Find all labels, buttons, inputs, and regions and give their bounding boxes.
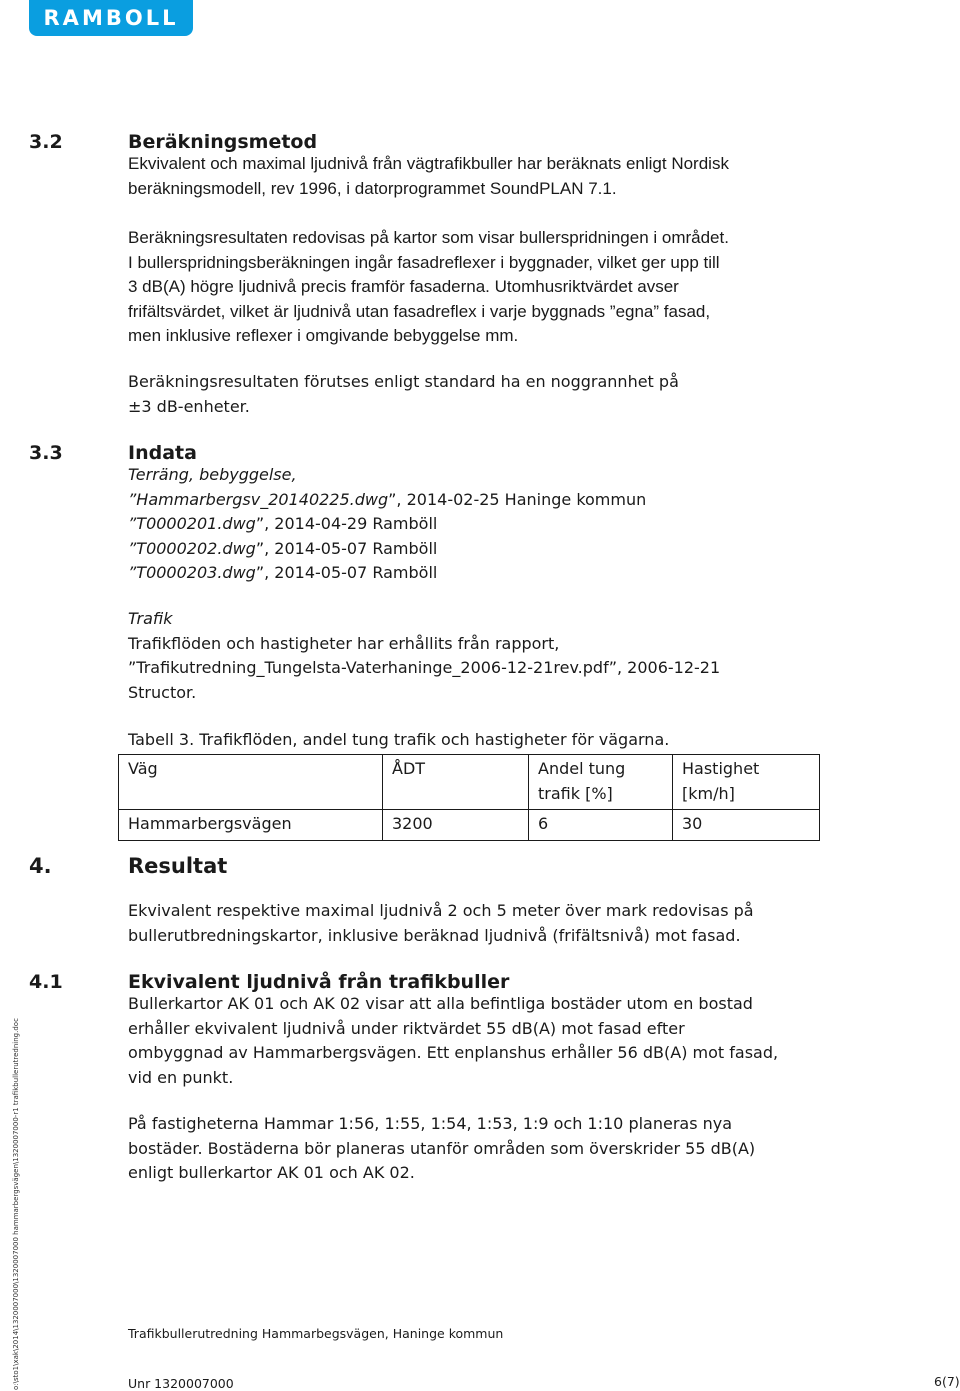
header-text: ÅDT: [392, 759, 426, 778]
text-line: beräkningsmodell, rev 1996, i datorprogrammet SoundPLAN 7.1.: [128, 178, 617, 198]
table-header-cell: [119, 755, 383, 810]
section-4-1-paragraph-2: [128, 1112, 828, 1186]
text-line: ombyggnad av Hammarbergsvägen. Ett enplanshus erhåller 56 dB(A) mot fasad,: [128, 1043, 779, 1062]
section-4-1-number: 4.1: [29, 971, 63, 993]
section-3-2-paragraph-1: [128, 152, 828, 201]
header-text: [km/h]: [682, 783, 735, 803]
text-line: men inklusive reflexer i omgivande bebyggelse mm.: [128, 326, 519, 345]
section-3-2-number: 3.2: [29, 131, 63, 153]
header-text: Väg: [128, 759, 158, 778]
file-path: o:\sto1\xak\2014\1320007000\1320007000 hammarbergsvägen\1320007000-r1 trafikbullerutredning.doc: [12, 1018, 20, 1390]
ramboll-logo: [29, 0, 193, 36]
section-4-title: Resultat: [128, 854, 228, 878]
section-4-1-paragraph-1: [128, 992, 828, 1090]
text-line: Beräkningsresultaten förutses enligt standard ha en noggrannhet på: [128, 372, 679, 391]
section-4-paragraph: [128, 899, 828, 948]
table-header-cell: [673, 755, 820, 810]
file-name: ”T0000203.dwg: [128, 563, 256, 582]
section-3-3-title: Indata: [128, 442, 197, 464]
table-header-cell: [529, 755, 673, 810]
text-line: Ekvivalent och maximal ljudnivå från vägtrafikbuller har beräknats enligt Nordisk: [128, 154, 729, 173]
file-line: [128, 512, 828, 537]
text-line: vid en punkt.: [128, 1067, 234, 1087]
footer-unr: Unr 1320007000: [128, 1376, 234, 1391]
header-text: trafik [%]: [538, 783, 613, 803]
table-header-row: [119, 755, 820, 810]
logo-text: RAMBOLL: [43, 6, 179, 30]
file-name: ”Hammarbergsv_20140225.dwg: [128, 489, 389, 509]
section-3-2-paragraph-3: [128, 370, 828, 419]
file-info: ”, 2014-05-07 Ramböll: [255, 563, 438, 582]
header-text: Andel tung: [538, 759, 626, 778]
text-line: Structor.: [128, 682, 197, 702]
table-row: [119, 810, 820, 841]
footer-title: Trafikbullerutredning Hammarbegsvägen, Haninge kommun: [128, 1326, 504, 1341]
table-header-cell: [383, 755, 529, 810]
file-line: [128, 537, 828, 562]
traffic-label: Trafik: [128, 609, 173, 628]
section-4-1-title: Ekvivalent ljudnivå från trafikbuller: [128, 971, 510, 993]
text-line: ±3 dB-enheter.: [128, 396, 250, 416]
text-line: Beräkningsresultaten redovisas på kartor som visar bullerspridningen i området.: [128, 228, 729, 247]
text-line: ”Trafikutredning_Tungelsta-Vaterhaninge_2006-12-21rev.pdf”, 2006-12-21: [128, 658, 721, 677]
file-name: ”T0000201.dwg: [128, 514, 256, 533]
text-line: Trafikflöden och hastigheter har erhållits från rapport,: [128, 633, 560, 653]
text-line: erhåller ekvivalent ljudnivå under riktvärdet 55 dB(A) mot fasad efter: [128, 1018, 685, 1038]
table-cell: 6: [529, 810, 673, 841]
section-3-3-files: [128, 463, 828, 586]
text-line: frifältsvärdet, vilket är ljudnivå utan fasadreflex i varje byggnads ”egna” fasad,: [128, 301, 711, 321]
table-cell: 3200: [383, 810, 529, 841]
section-3-2-paragraph-2: [128, 226, 828, 349]
section-3-2-title: Beräkningsmetod: [128, 131, 318, 153]
traffic-paragraph: [128, 607, 828, 705]
table-caption-text: Tabell 3. Trafikflöden, andel tung trafik och hastigheter för vägarna.: [128, 730, 670, 749]
table-caption: [128, 728, 828, 753]
text-line: bullerutbredningskartor, inklusive beräknad ljudnivå (frifältsnivå) mot fasad.: [128, 925, 741, 945]
text-line: bostäder. Bostäderna bör planeras utanför områden som överskrider 55 dB(A): [128, 1138, 756, 1158]
terrain-label: Terräng, bebyggelse,: [128, 465, 297, 484]
header-text: Hastighet: [682, 759, 760, 778]
table-cell: 30: [673, 810, 820, 841]
file-name: ”T0000202.dwg: [128, 538, 256, 558]
file-info: ”, 2014-04-29 Ramböll: [255, 514, 438, 533]
file-line: [128, 561, 828, 586]
text-line: 3 dB(A) högre ljudnivå precis framför fasaderna. Utomhusriktvärdet avser: [128, 277, 679, 296]
file-line: [128, 488, 828, 513]
file-info: ”, 2014-02-25 Haninge kommun: [388, 489, 647, 509]
section-4-number: 4.: [29, 854, 52, 878]
page-number: 6(7): [934, 1374, 960, 1389]
text-line: På fastigheterna Hammar 1:56, 1:55, 1:54, 1:53, 1:9 och 1:10 planeras nya: [128, 1114, 733, 1133]
text-line: I bullerspridningsberäkningen ingår fasadreflexer i byggnader, vilket ger upp till: [128, 252, 720, 272]
section-3-3-number: 3.3: [29, 442, 63, 464]
traffic-table: [118, 754, 820, 841]
text-line: Bullerkartor AK 01 och AK 02 visar att alla befintliga bostäder utom en bostad: [128, 994, 753, 1013]
text-line: enligt bullerkartor AK 01 och AK 02.: [128, 1163, 415, 1182]
text-line: Ekvivalent respektive maximal ljudnivå 2 och 5 meter över mark redovisas på: [128, 901, 754, 920]
table-cell: Hammarbergsvägen: [119, 810, 383, 841]
file-info: ”, 2014-05-07 Ramböll: [255, 538, 438, 558]
